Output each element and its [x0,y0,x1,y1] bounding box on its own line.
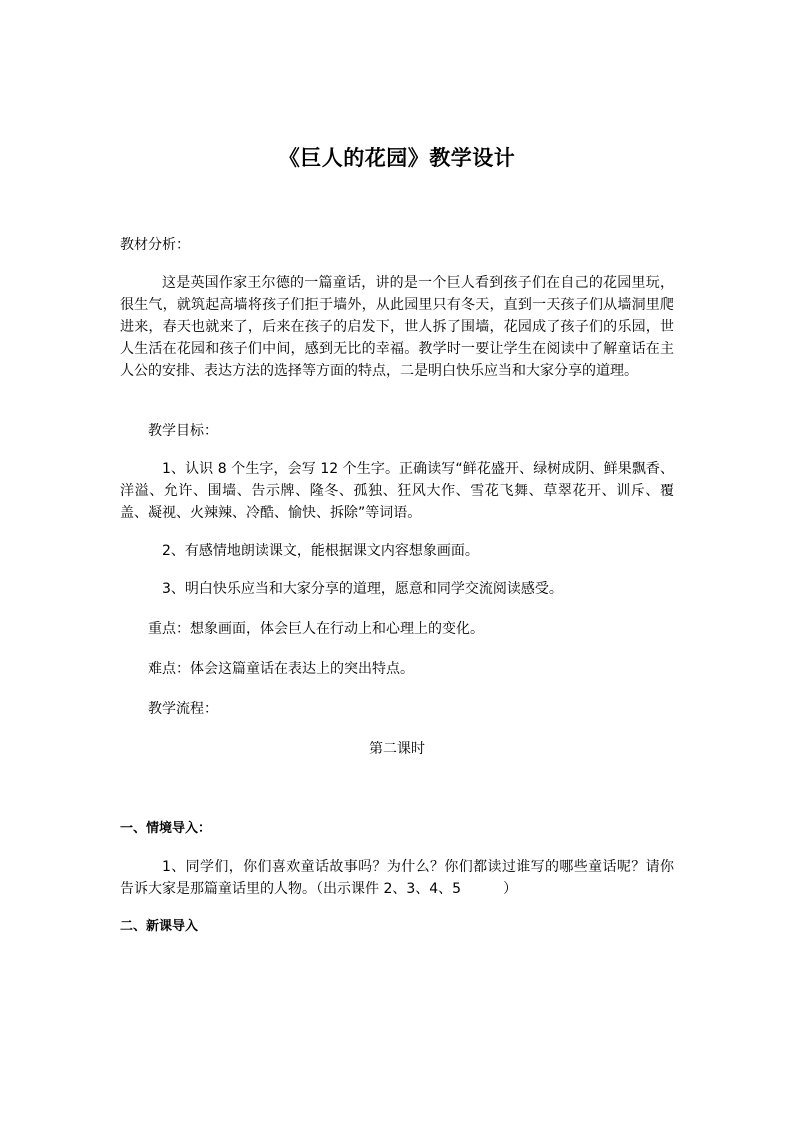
goal-item-2: 2、有感情地朗读课文，能根据课文内容想象画面。 [162,543,479,559]
page-title: 《巨人的花园》教学设计 [278,146,516,170]
goal-item-1: 1、认识 8 个生字，会写 12 个生字。正确读写“鲜花盛开、绿树成阴、鲜果飘香、洋溢、允许、围墙、告示牌、隆冬、孤独、狂风大作、雪花飞舞、草翠花开、训斥、覆盖、凝视、火辣辣、冷酷、愉快、拆除”等词语。 [120,461,674,521]
section-1-heading: 一、情境导入： [120,821,212,836]
goals-heading: 教学目标： [148,423,218,439]
section-1-body: 1、同学们，你们喜欢童话故事吗？为什么？你们都读过谁写的哪些童话呢？请你告诉大家是那篇童话里的人物。（出示课件 2、3、4、5 ） [120,859,674,897]
key-point: 重点：想象画面，体会巨人在行动上和心理上的变化。 [148,621,484,637]
process-heading: 教学流程： [148,701,218,717]
lesson-label: 第二课时 [369,741,425,757]
material-heading: 教材分析： [120,237,190,253]
goal-item-3: 3、明白快乐应当和大家分享的道理，愿意和同学交流阅读感受。 [162,581,563,597]
material-body: 这是英国作家王尔德的一篇童话，讲的是一个巨人看到孩子们在自己的花园里玩，很生气，就筑起高墙将孩子们拒于墙外，从此园里只有冬天，直到一天孩子们从墙洞里爬进来，春天也就来了，后来在孩子的启发下，世人拆了围墙，花园成了孩子们的乐园，世人生活在花园和孩子们中间，感到无比的幸福。教学时一要让学生在阅读中了解童话在主人公的安排、表达方法的选择等方面的特点，二是明白快乐应当和大家分享的道理。 [120,275,674,379]
difficult-point: 难点：体会这篇童话在表达上的突出特点。 [148,661,414,677]
section-2-heading: 二、新课导入 [120,919,199,934]
